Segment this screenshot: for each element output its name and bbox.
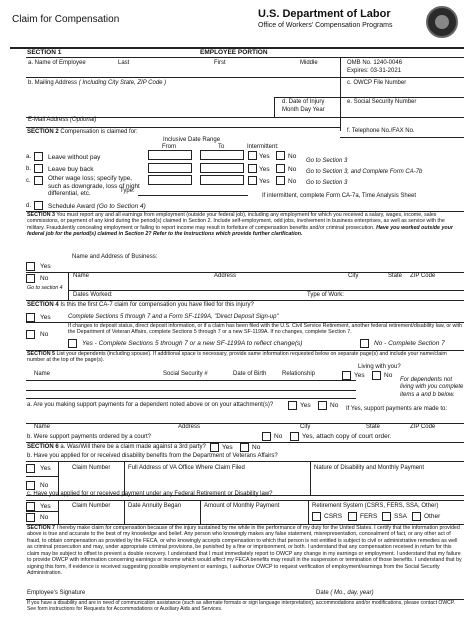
- first-claim-yes-checkbox[interactable]: [26, 313, 35, 322]
- option-a-letter: a.: [26, 154, 32, 160]
- section3-yes-label: Yes: [40, 263, 51, 270]
- section4-heading: SECTION 4 Is this the first CA-7 claim for compensation you have filed for this injury?: [27, 302, 254, 308]
- section3-yes-checkbox[interactable]: [26, 262, 35, 271]
- leave-without-pay-checkbox[interactable]: [34, 152, 43, 161]
- section3-text: SECTION 3 You must report any and all earnings from employment (outside your federal job), including any employment for which you received a salary, wages, income, sales commissions, or payment of any kind during the period(s) claimed in Section 2. Include self-employment, odd jobs, involvement in business enterprises, as well as service with the military. Fraudulently concealing employment or failing to report income may result in forfeiture of compensation benefits and/or criminal prosecution. Have you worked outside your federal job for the period(s) claimed in Section 2? Refer to the Instructions which provide further clarification.: [27, 212, 453, 238]
- living-no-label: No: [384, 372, 393, 379]
- lbb-yes-label: Yes: [259, 166, 270, 173]
- support-name-label: Name: [34, 424, 51, 430]
- retirement-system-label: Retirement System (CSRS, FERS, SSA, Other): [312, 503, 439, 509]
- other-checkbox[interactable]: [412, 512, 421, 521]
- section3-no-label: No: [40, 275, 49, 282]
- other-wage-loss-label: Other wage loss; specify type, such as downgrade, loss of night differential, etc.: [48, 175, 140, 198]
- va-claim-number-label: Claim Number: [72, 465, 111, 471]
- court-order-no-label: No: [274, 433, 283, 440]
- ssa-label: SSA: [394, 513, 408, 520]
- retirement-no-label: No: [40, 514, 49, 521]
- employee-signature-field[interactable]: [100, 586, 280, 596]
- form-title: Claim for Compensation: [12, 14, 120, 25]
- living-with-you-label: Living with you?: [358, 364, 401, 370]
- living-yes-checkbox[interactable]: [342, 371, 351, 380]
- goto-section3-other-note: Go to Section 3: [306, 180, 348, 186]
- employee-signature-label: Employee's Signature: [27, 590, 86, 596]
- section7-certification: SECTION 7 I hereby make claim for compensation because of the injury sustained by me while in the performance of my duty for the United States. I certify that the information provided above is true and accurate to the best of my knowledge and belief. Any person who knowingly makes any false statement, misrepresentation, concealment of fact, or any other act of fraud, to obtain compensation as provided by the FECA, or who knowingly accepts compensation to which that person is not entitled is subject to civil or administrative remedies as well as criminal prosecution and may, under appropriate criminal provisions, be punished by a fine or imprisonment, or both. I understand that any compensation received in return for this claim may be subject to offset to prevent a double recovery. I understand that I must immediately report to OWCP any change in my earnings or employment. I understand that my failure to provide OWCP with information concerning earnings or income which would affect my FECA benefits may result in the suspension or termination of those benefits. I understand that by signing this form, if evidence is received suggesting possible employment or earnings, I authorize OWCP to request verification of employment/earnings from the Social Security Administration.: [27, 525, 462, 577]
- va-benefits-question: b. Have you applied for or received disability benefits from the Department of Veterans Affairs?: [27, 453, 278, 459]
- business-state-label: State: [388, 273, 403, 279]
- retirement-no-checkbox[interactable]: [26, 513, 35, 522]
- living-no-checkbox[interactable]: [372, 371, 381, 380]
- living-yes-label: Yes: [354, 372, 365, 379]
- fers-label: FERS: [360, 513, 378, 520]
- court-order-question: b. Were support payments ordered by a court?: [27, 434, 151, 440]
- leave-buy-back-checkbox[interactable]: [34, 164, 43, 173]
- intermittent-note: If intermittent, complete Form CA-7a, Time Analysis Sheet: [262, 193, 417, 199]
- support-payments-no-label: No: [330, 402, 339, 409]
- business-city-label: City: [348, 273, 359, 279]
- owl-intermittent-yes[interactable]: [248, 176, 257, 185]
- mailing-address-label: b. Mailing Address ( Including City State, ZIP Code ): [28, 80, 167, 86]
- accommodation-footer: If you have a disability and are in need of communication assistance (such as alternate formats or sign language interpretation), accommodations and/or modifications, please contact OWCP. See form instructions for Requests for Accommodations or Auxiliary Aids and Services.: [27, 600, 456, 613]
- business-address-label: Address: [214, 273, 237, 279]
- court-order-yes-label: Yes, attach copy of court order.: [302, 433, 392, 440]
- retirement-yes-label: Yes: [40, 503, 51, 510]
- change-no-label: No - Complete Section 7: [374, 340, 445, 347]
- section5-intro: SECTION 5 List your dependents (including spouse). If additional space is necessary, provide same information requested below on separate page(s) and include your name/claim number at the top of the page(s).: [27, 351, 447, 364]
- va-no-checkbox[interactable]: [26, 481, 35, 490]
- other-wage-loss-checkbox[interactable]: [34, 176, 43, 185]
- owcp-file-number-field[interactable]: [346, 86, 462, 96]
- lbb-intermittent-yes[interactable]: [248, 164, 257, 173]
- support-city-label: City: [300, 424, 311, 430]
- date-annuity-began-label: Date Annuity Began: [128, 503, 182, 509]
- injury-month-day-year-label: Month Day Year: [282, 107, 325, 113]
- support-payments-made-to: If Yes, support payments are made to:: [346, 406, 448, 412]
- to-label: To: [218, 144, 225, 150]
- change-yes-label: Yes - Complete Sections 5 through 7 or a new SF-1199A to reflect change(s): [82, 340, 303, 347]
- lbb-no-label: No: [288, 166, 297, 173]
- option-b-letter: b.: [26, 166, 32, 172]
- business-label: Name and Address of Business:: [72, 254, 158, 260]
- support-address-label: Address: [178, 424, 201, 430]
- signature-date-label: Date ( Mo., day, year): [316, 590, 374, 596]
- section6-question-a: SECTION 6 a. Was/Will there be a claim made against a 3rd party?: [27, 444, 206, 450]
- lwop-no-label: No: [288, 153, 297, 160]
- omb-expiry: Expires: 03-31-2021: [347, 68, 402, 74]
- lbb-intermittent-no[interactable]: [276, 164, 285, 173]
- employee-name-field[interactable]: [28, 67, 338, 76]
- omb-number: OMB No. 1240-0046: [347, 60, 403, 66]
- retirement-yes-checkbox[interactable]: [26, 502, 35, 511]
- goto-section3-ca7b-note: Go to Section 3, and Complete Form CA-7b: [306, 169, 423, 175]
- ssn-label: e. Social Security Number: [347, 99, 417, 105]
- goto-section4-note: Go to section 4: [27, 285, 63, 291]
- lwop-intermittent-no[interactable]: [276, 151, 285, 160]
- support-payments-yes[interactable]: [288, 401, 297, 410]
- section1-title: SECTION 1: [27, 49, 62, 56]
- other-wage-loss-to[interactable]: [200, 175, 244, 185]
- leave-without-pay-label: Leave without pay: [48, 154, 101, 161]
- middle-name-label: Middle: [300, 60, 318, 66]
- business-name-label: Name: [73, 273, 90, 279]
- first-claim-no-checkbox[interactable]: [26, 330, 35, 339]
- inclusive-date-range-label: Inclusive Date Range: [163, 137, 221, 143]
- ssa-checkbox[interactable]: [382, 512, 391, 521]
- email-label: E-Mail Address (Optional): [28, 117, 97, 123]
- dependent-relationship-label: Relationship: [282, 371, 316, 377]
- support-payments-no[interactable]: [318, 401, 327, 410]
- employee-portion-label: EMPLOYEE PORTION: [200, 49, 268, 56]
- not-living-note: For dependents not living with you complete items a and b below.: [400, 377, 464, 398]
- leave-without-pay-to[interactable]: [200, 150, 244, 160]
- csrs-checkbox[interactable]: [312, 512, 321, 521]
- court-order-yes[interactable]: [290, 432, 299, 441]
- leave-buy-back-label: Leave buy back: [48, 166, 94, 173]
- dependent-dob-label: Date of Birth: [233, 371, 267, 377]
- department-seal: [426, 6, 458, 38]
- csrs-label: CSRS: [324, 513, 343, 520]
- section3-no-checkbox[interactable]: [26, 274, 35, 283]
- first-claim-no-label: No: [40, 331, 49, 338]
- support-zip-label: ZIP Code: [410, 424, 436, 430]
- owcp-file-number-label: c. OWCP File Number: [347, 80, 407, 86]
- owl-yes-label: Yes: [259, 178, 270, 185]
- goto-section3-note: Go to Section 3: [306, 158, 348, 164]
- option-d-letter: d.: [26, 203, 32, 209]
- change-yes-checkbox[interactable]: [68, 339, 77, 348]
- va-no-label: No: [40, 482, 49, 489]
- dependent-name-label: Name: [34, 371, 51, 377]
- support-state-label: State: [366, 424, 381, 430]
- type-of-work-label: Type of Work:: [307, 292, 344, 298]
- monthly-payment-label: Amount of Monthly Payment: [204, 503, 280, 509]
- leave-buy-back-from[interactable]: [148, 163, 192, 173]
- dates-worked-label: Dates Worked:: [73, 292, 113, 298]
- date-of-injury-label: d. Date of Injury: [282, 99, 325, 105]
- fers-checkbox[interactable]: [348, 512, 357, 521]
- last-name-label: Last: [118, 60, 130, 66]
- court-order-no[interactable]: [262, 432, 271, 441]
- first-name-label: First: [214, 60, 226, 66]
- other-wage-loss-from[interactable]: [148, 175, 192, 185]
- agency-name: U.S. Department of Labor: [258, 8, 391, 20]
- change-no-checkbox[interactable]: [360, 339, 369, 348]
- first-claim-yes-label: Yes: [40, 314, 51, 321]
- first-claim-yes-text: Complete Sections 5 through 7 and a Form SF-1199A, "Direct Deposit Sign-up": [68, 314, 279, 320]
- federal-retirement-question: c. Have you applied for or received payment under any Federal Retirement or Disability law?: [27, 491, 273, 497]
- third-party-yes[interactable]: [210, 443, 219, 452]
- dependent-ssn-label: Social Security #: [163, 371, 208, 377]
- from-label: From: [162, 144, 176, 150]
- type-label: Type:: [120, 188, 135, 194]
- intermittent-label: Intermittent:: [247, 144, 279, 150]
- owl-no-label: No: [288, 178, 297, 185]
- va-yes-label: Yes: [40, 465, 51, 472]
- direct-deposit-text: If changes to deposit status, direct deposit information, or if a claim has been filed with the U.S. Civil Service Retirement, another federal retirement/disability law, or with the Department of Veteran Affairs, complete Sections 5 through 7 or a new SF-1199A. If no changes, complete Section 7.: [68, 323, 462, 336]
- support-payments-yes-label: Yes: [300, 402, 311, 409]
- leave-buy-back-to[interactable]: [200, 163, 244, 173]
- business-zip-label: ZIP Code: [410, 273, 436, 279]
- schedule-award-label: Schedule Award (Go to Section 4): [48, 203, 146, 210]
- option-c-letter: c.: [26, 178, 31, 184]
- employee-name-label: a. Name of Employee: [28, 60, 86, 66]
- mailing-address-field[interactable]: [28, 88, 268, 118]
- owl-intermittent-no[interactable]: [276, 176, 285, 185]
- third-party-no[interactable]: [240, 443, 249, 452]
- schedule-award-checkbox[interactable]: [34, 201, 43, 210]
- telephone-label: f. Telephone No./FAX No.: [347, 128, 415, 134]
- va-yes-checkbox[interactable]: [26, 464, 35, 473]
- other-label: Other: [424, 513, 441, 520]
- leave-without-pay-from[interactable]: [148, 150, 192, 160]
- disability-label: Nature of Disability and Monthly Payment: [314, 465, 425, 471]
- va-office-label: Full Address of VA Office Where Claim Filed: [128, 465, 245, 471]
- third-party-no-label: No: [252, 444, 261, 451]
- support-payments-question: a. Are you making support payments for a dependent noted above or on your attachment(s)?: [27, 402, 274, 408]
- third-party-yes-label: Yes: [222, 444, 233, 451]
- office-name: Office of Workers' Compensation Programs: [258, 22, 393, 29]
- lwop-intermittent-yes[interactable]: [248, 151, 257, 160]
- section2-heading: SECTION 2 Compensation is claimed for:: [27, 129, 138, 135]
- lwop-yes-label: Yes: [259, 153, 270, 160]
- retirement-claim-number-label: Claim Number: [72, 503, 111, 509]
